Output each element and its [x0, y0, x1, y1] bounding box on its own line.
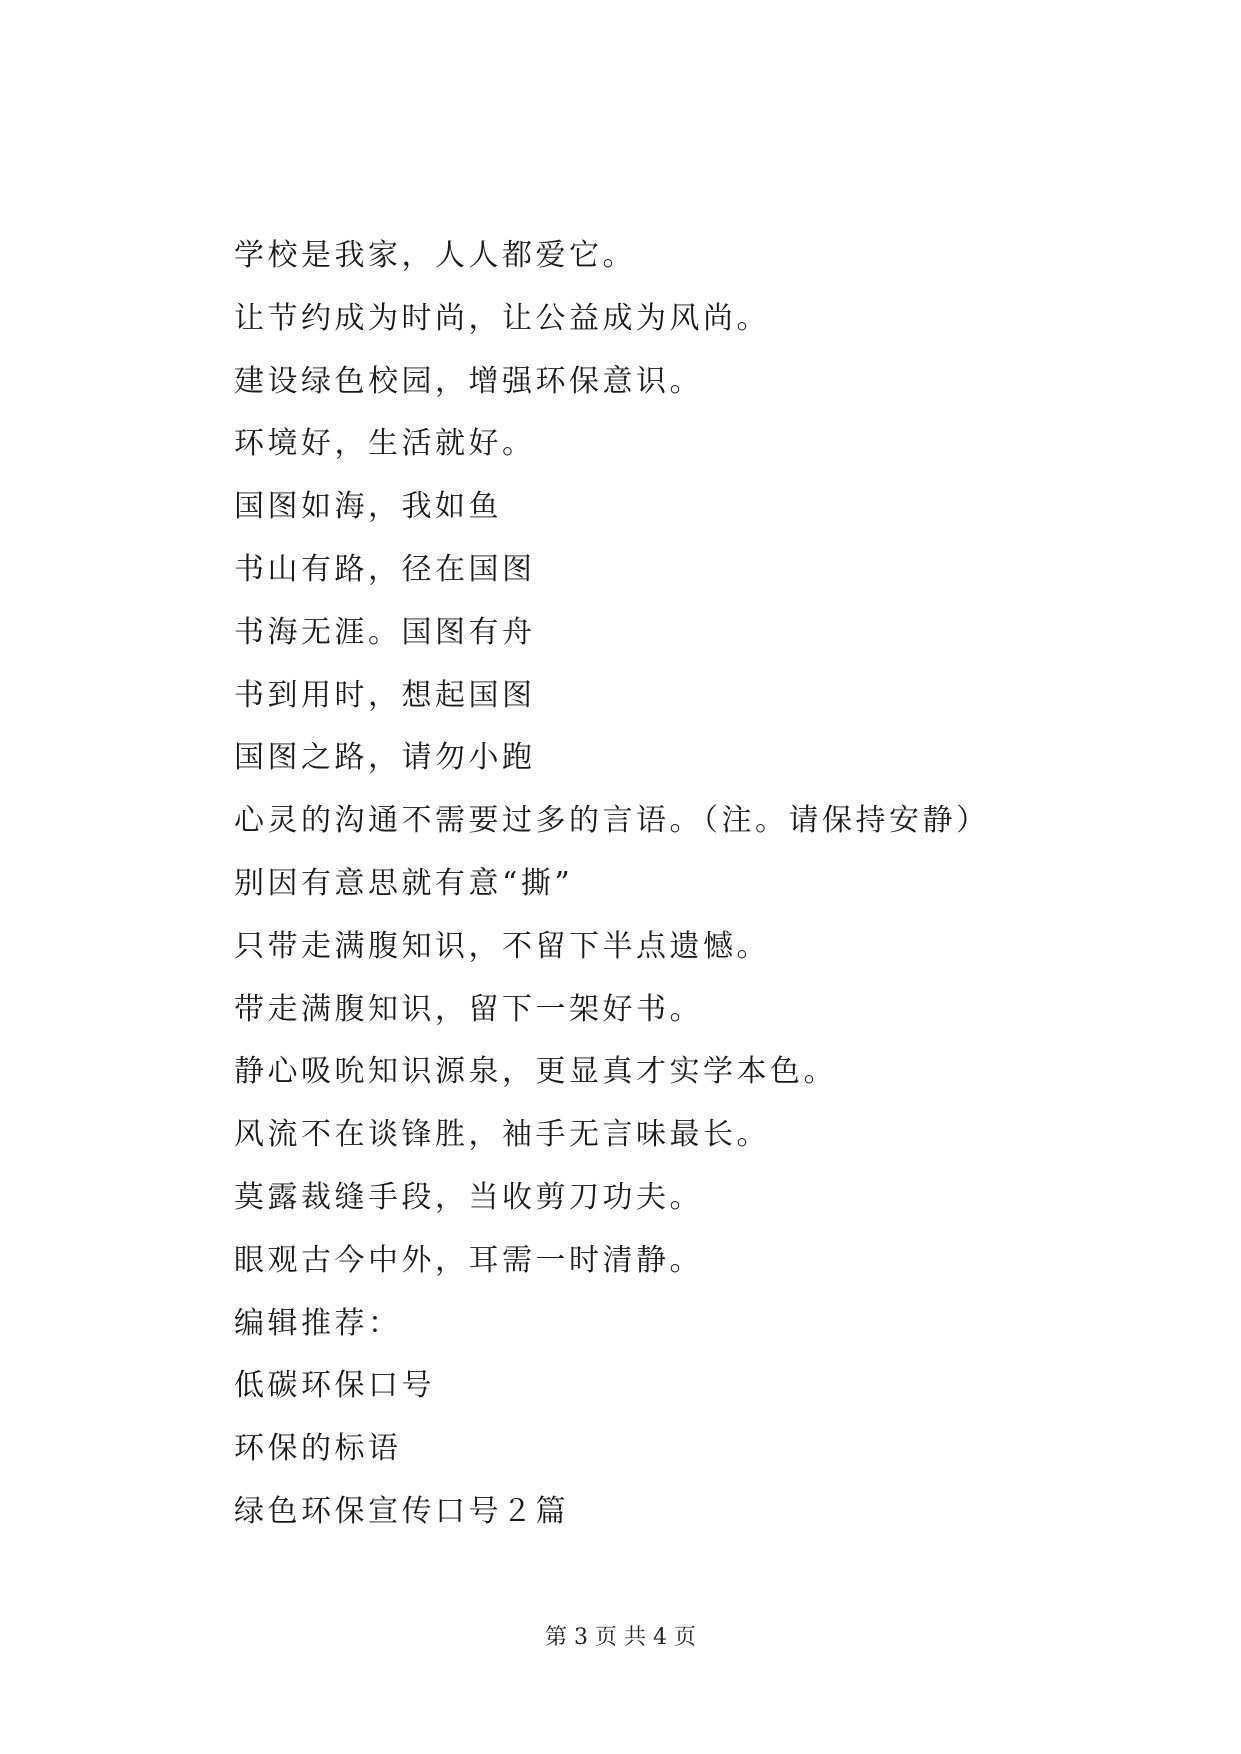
text-line-9: 国图之路，请勿小跑	[234, 740, 536, 776]
text-line-7: 书海无涯。国图有舟	[234, 614, 536, 650]
text-line-10: 心灵的沟通不需要过多的言语。（注。请保持安静）	[234, 803, 990, 839]
text-line-3: 建设绿色校园，增强环保意识。	[234, 363, 703, 399]
text-line-8: 书到用时，想起国图	[234, 677, 536, 713]
body-text	[234, 236, 1034, 1555]
recommended-link-3[interactable]: 绿色环保宣传口号２篇	[234, 1493, 569, 1529]
text-line-12: 只带走满腹知识，不留下半点遗憾。	[234, 928, 770, 964]
recommended-link-2[interactable]: 环保的标语	[234, 1431, 402, 1467]
text-line-1: 学校是我家，人人都爱它。	[234, 238, 636, 273]
recommended-link-1[interactable]: 低碳环保口号	[234, 1368, 435, 1404]
text-line-16: 莫露裁缝手段，当收剪刀功夫。	[234, 1179, 703, 1215]
text-line-6: 书山有路，径在国图	[234, 551, 536, 587]
text-line-4: 环境好，生活就好。	[234, 426, 536, 462]
text-line-5: 国图如海，我如鱼	[234, 489, 502, 525]
text-line-17: 眼观古今中外，耳需一时清静。	[234, 1242, 703, 1278]
page-footer	[0, 1624, 1241, 1652]
page-number: 第 3 页 共 4 页	[545, 1625, 696, 1650]
text-line-13: 带走满腹知识，留下一架好书。	[234, 991, 703, 1027]
editor-recommend-heading: 编辑推荐：	[234, 1305, 402, 1341]
text-line-14: 静心吸吮知识源泉，更显真才实学本色。	[234, 1054, 837, 1090]
text-line-2: 让节约成为时尚，让公益成为风尚。	[234, 300, 770, 336]
text-line-11: 别因有意思就有意“撕”	[234, 865, 574, 901]
text-line-15: 风流不在谈锋胜，袖手无言味最长。	[234, 1117, 770, 1153]
